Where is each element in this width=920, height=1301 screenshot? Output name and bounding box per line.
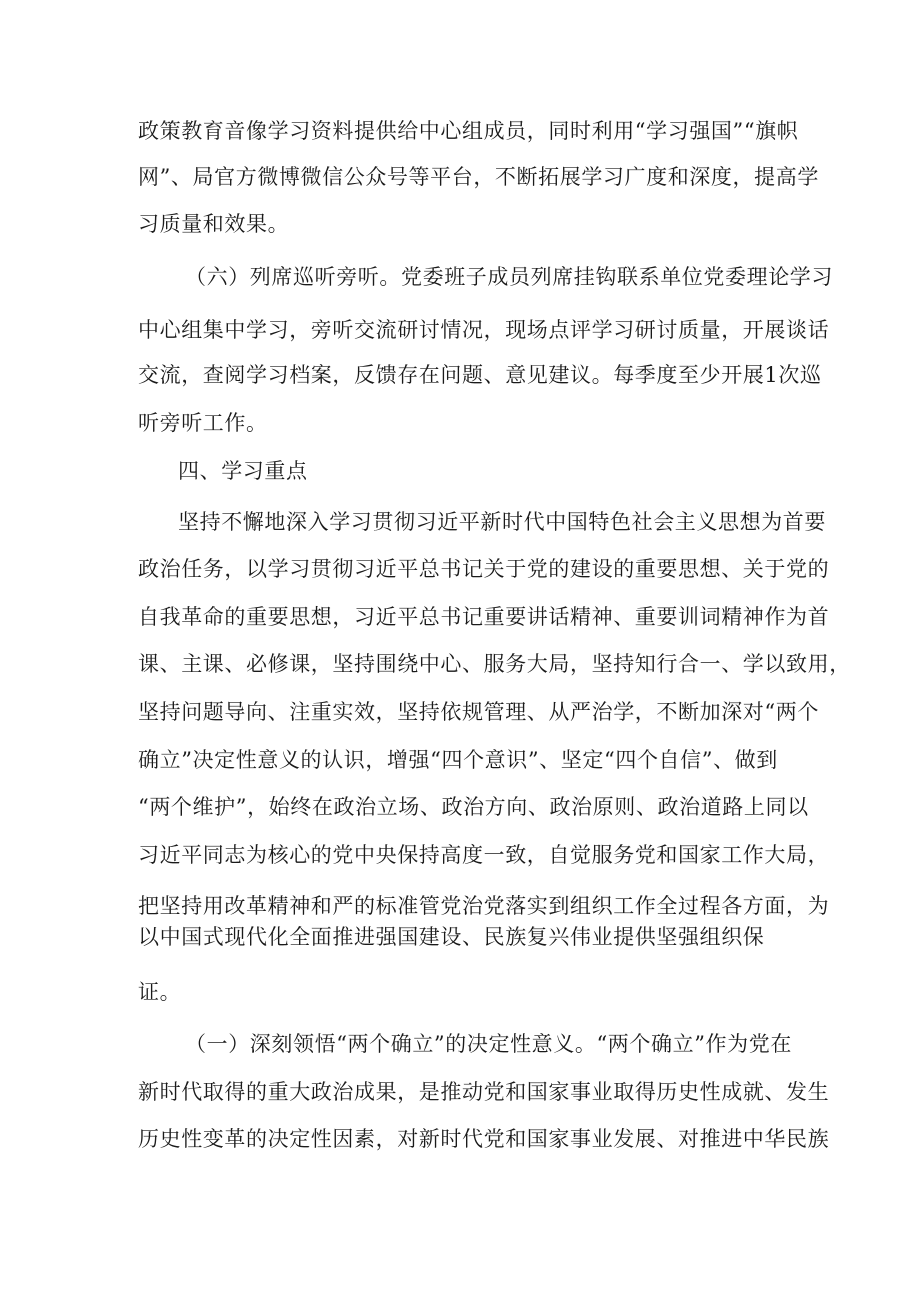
paragraph-line: 新时代取得的重大政治成果，是推动党和国家事业取得历史性成就、发生 [138, 1080, 830, 1104]
paragraph-line: 交流，查阅学习档案，反馈存在问题、意见建议。每季度至少开展1次巡 [138, 363, 822, 387]
paragraph-line: 坚持不懈地深入学习贯彻习近平新时代中国特色社会主义思想为首要 [178, 510, 826, 534]
paragraph-line: 网”、局官方微博微信公众号等平台，不断拓展学习广度和深度，提高学 [138, 165, 819, 189]
paragraph-line: 中心组集中学习，旁听交流研讨情况，现场点评学习研讨质量，开展谈话 [138, 318, 830, 342]
section-heading-line: （六）列席巡听旁听。党委班子成员列席挂钩联系单位党委理论学习 [185, 265, 833, 289]
paragraph-line: 以中国式现代化全面推进强国建设、民族复兴伟业提供坚强组织保 [138, 925, 765, 949]
subsection-heading-line: （一）深刻领悟“两个确立”的决定性意义。“两个确立”作为党在 [185, 1032, 792, 1056]
paragraph-line: 习质量和效果。 [138, 212, 290, 236]
paragraph-line: 把坚持用改革精神和严的标准管党治党落实到组织工作全过程各方面，为 [138, 894, 830, 918]
paragraph-line: 历史性变革的决定性因素，对新时代党和国家事业发展、对推进中华民族 [138, 1127, 830, 1151]
paragraph-line: 听旁听工作。 [138, 411, 268, 435]
paragraph-line: “两个维护”，始终在政治立场、政治方向、政治原则、政治道路上同以 [138, 795, 809, 819]
section-title: 四、学习重点 [178, 459, 308, 483]
paragraph-line: 坚持问题导向、注重实效，坚持依规管理、从严治学，不断加深对“两个 [138, 700, 819, 724]
paragraph-line: 政策教育音像学习资料提供给中心组成员，同时利用“学习强国”“旗帜 [138, 119, 799, 143]
paragraph-line: 确立”决定性意义的认识，增强“四个意识”、坚定“四个自信”、做到 [138, 748, 778, 772]
paragraph-line: 习近平同志为核心的党中央保持高度一致，自觉服务党和国家工作大局， [138, 843, 830, 867]
paragraph-line: 政治任务，以学习贯彻习近平总书记关于党的建设的重要思想、关于党的 [138, 557, 830, 581]
paragraph-line: 课、主课、必修课，坚持围绕中心、服务大局，坚持知行合一、学以致用， [138, 652, 851, 676]
paragraph-line: 自我革命的重要思想，习近平总书记重要讲话精神、重要训词精神作为首 [138, 605, 830, 629]
paragraph-line: 证。 [138, 980, 182, 1004]
